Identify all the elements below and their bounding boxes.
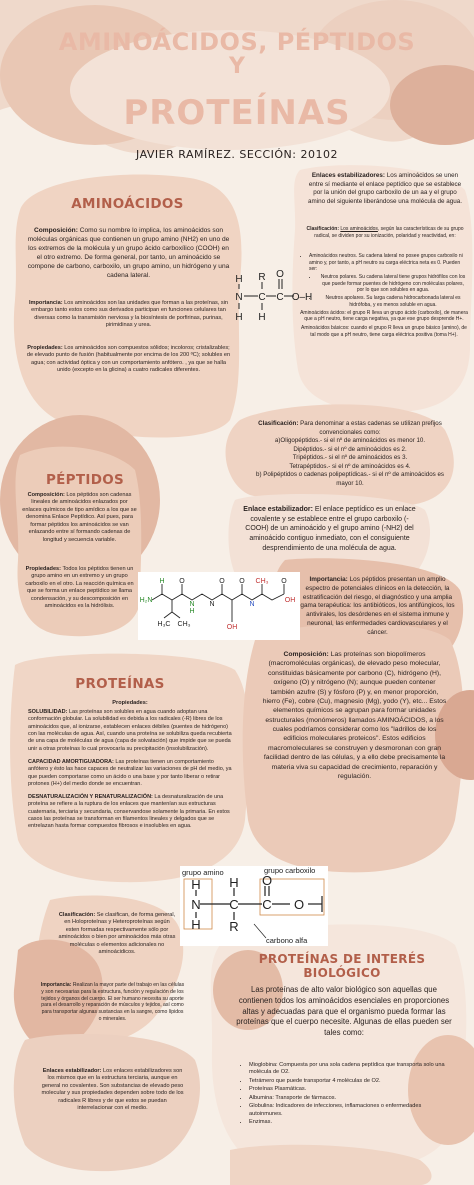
aminoacidos-heading: AMINOÁCIDOS: [71, 196, 184, 212]
title-proteinas: PROTEÍNAS: [123, 93, 351, 133]
svg-text:O: O: [179, 578, 185, 585]
svg-text:C: C: [262, 897, 272, 912]
list-item: Aminoácidos ácidos: el grupo R lleva un grupo ácido (carboxilo), de manera que a pH neutro, tiene carga negativa, ya que ese grupo desprende H+.: [300, 309, 468, 323]
importancia-text: Realizan la mayor parte del trabajo en las células y son necesarias para la estructura, función y regulación de los tejidos y órganos del cuerpo. El ser humano necesita su aporte para el desarrollo y reparación de músculos y tejidos, así como para transportar algunas sustancias en la sangre, como lípidos o minerales.: [41, 982, 185, 1022]
svg-text:H: H: [191, 877, 201, 892]
solubilidad: [28, 709, 233, 753]
enlaces-label: Enlaces estabilizador:: [42, 1068, 102, 1074]
list-item: Dipéptidos.- si el nº de aminoácidos es 2.: [293, 445, 407, 453]
propiedades-text: Todos los péptidos tienen un grupo amino en un extremo y un grupo carboxilo en el otro. La reacción química en que se forma un enlace peptídico se llama condensación, y su descomposición en aminoácidos es la hidrólisis.: [25, 566, 134, 610]
propiedades-label: Propiedades:: [27, 345, 63, 351]
peptidos-enlace: [242, 505, 417, 553]
interes-items: [249, 1062, 452, 1127]
clasificacion-label: Clasificación:: [58, 912, 96, 918]
svg-text:N: N: [249, 601, 255, 608]
proteinas-composicion: [262, 650, 447, 781]
svg-text:C: C: [258, 292, 266, 303]
neutral-subtypes-list: [318, 274, 468, 308]
composicion-label: Composición:: [33, 227, 78, 234]
composicion-label: Composición:: [27, 492, 65, 498]
svg-text:CH₃: CH₃: [255, 578, 269, 585]
list-item: • Albumina: Transporte de fármacos.: [249, 1095, 452, 1102]
svg-text:O: O: [219, 578, 225, 585]
svg-text:O: O: [239, 578, 245, 585]
peptidos-clasificacion: [255, 420, 445, 488]
svg-text:R: R: [229, 919, 239, 934]
clasificacion-text: , según las características de su grupo radical, se dividen por su ionización, polaridad y reactividad, en:: [314, 226, 464, 239]
list-item: • Enzimas.: [249, 1119, 452, 1126]
list-item: b) Polipéptidos o cadenas polipeptídicas.- si el nº de aminoácidos es mayor 10.: [256, 471, 444, 487]
proteinas-enlaces: [40, 1068, 185, 1113]
svg-text:H: H: [235, 274, 243, 285]
interes-intro: Las proteínas de alto valor biológico son aquellas que contienen todos los aminoácidos esenciales en proporciones altas y adecuadas para que el organismo pueda formar las proteínas que el cuerpo necesite. Algunas de ellas pueden ser tales como:: [236, 985, 452, 1037]
svg-text:O: O: [293, 897, 305, 912]
list-item: • Neutros polares. Su cadena lateral tiene grupos hidrófilos con los que puede formar puentes de hidrógeno con moléculas polares, por lo que son solubles en agua.: [318, 274, 468, 294]
label-grupo-carboxilo: grupo carboxilo: [264, 866, 316, 875]
solubilidad-text: Las proteínas son solubles en agua cuando adoptan una conformación globular. La solubilidad es debida a los radicales (-R) libres de los aminoácidos que, al ionizarse, establecen enlaces débiles (puentes de hidrógeno) con las moléculas de agua. Así, cuando una proteína se solubiliza queda recubierta de una capa de moléculas de agua (capa de solvatación) que impide que se pueda unir a otras proteínas lo cual provocaría su precipitación (insolubilización).: [28, 709, 232, 752]
aminoacid-types-list: [309, 253, 468, 273]
enlaces-text: Los aminoácidos se unen entre sí mediante el enlace peptídico que se establece por la unión del grupo carboxilo de un aa y el grupo amino del siguiente liberándose una molécula de agua.: [307, 172, 463, 206]
list-item: • Aminoácidos neutros. Su cadena lateral no posee grupos carboxilo ni amino y, por tanto, a pH neutro su carga eléctrica neta es 0. Pueden ser:: [309, 253, 468, 273]
composicion-label: Composición:: [283, 651, 329, 658]
peptidos-propiedades: [22, 566, 137, 611]
svg-text:N: N: [209, 601, 215, 608]
clasificacion-text: Se clasifican, de forma general, en Holoproteínas y Heteroproteínas según esten formadas respectivamente sólo por aminoácidos o bien por aminoácidos más otras moléculas o elementos adicionales no aminoácidicos.: [58, 912, 176, 956]
interes-list: [240, 1062, 452, 1128]
propiedades-text: Los aminoácidos son compuestos sólidos; incoloros; cristalizables; de elevado punto de fusión (habitualmente por encima de los 200 ºC); solubles en agua; con actividad óptica y con un comportamiento anfótero. , ya que se halla unido (excepto en la glicina) a cuatro radicales diferentes.: [26, 345, 231, 374]
enlace-text: El enlace peptídico es un enlace covalente y se establece entre el grupo carboxilo (-COOH) de un aminoácido y el grupo amino (-NH2) del aminoácido contiguo inmediato, con el consiguiente desprendimiento de una molécula de agua.: [245, 506, 416, 552]
list-item: a)Oligopéptidos.- si el nº de aminoácidos es menor 10.: [274, 437, 426, 445]
label-grupo-amino: grupo amino: [182, 868, 224, 877]
svg-text:N: N: [235, 292, 243, 303]
svg-text:H: H: [229, 875, 239, 890]
list-item: Tetrapéptidos.- si el nº de aminoácidos es 4.: [289, 462, 411, 470]
importancia-text: Los aminoácidos son las unidades que forman a las proteínas, sin embargo tanto estos como sus derivados participan en funciones celulares tan diversas como la transmisión nerviosa y la biosíntesis de porfirinas, purinas, pirimidinas y urea.: [31, 300, 228, 329]
proteinas-importancia: [40, 982, 185, 1023]
aminoacidos-propiedades: [26, 345, 231, 375]
svg-text:O: O: [261, 873, 273, 888]
enlace-label: Enlace estabilizador:: [243, 506, 313, 513]
clasificacion-link[interactable]: Los aminoácidos: [340, 226, 378, 232]
interes-heading: PROTEÍNAS DE INTERÉS BIOLÓGICO: [258, 952, 426, 980]
capacidad-label: CAPACIDAD AMORTIGUADORA:: [28, 758, 114, 765]
importancia-text: Los péptidos presentan un amplio espectro de potenciales clínicos en la detección, la estratificación del riesgo, el diagnóstico y una amplia gama terapéutica: los antibióticos, los antifúngicos, los antivirales, los desórdenes en el sistema inmune y neuronal, las enfermedades cardiovasculares y el cáncer.: [300, 576, 455, 636]
svg-text:O: O: [276, 269, 284, 280]
capacidad-text: Las proteínas tienen un comportamiento anfótero y ésto las hace capaces de neutralizar las variaciones de pH del medio, ya que pueden comportarse como un ácido o una base y por tanto liberar o retirar protones (H+) del medio donde se encuentran.: [28, 758, 232, 787]
title-connector: Y: [229, 54, 245, 79]
importancia-label: Importancia:: [40, 982, 72, 988]
svg-text:H₂N: H₂N: [139, 597, 153, 604]
page-title: AMINOÁCIDOS, PÉPTIDOS: [58, 28, 416, 56]
enlaces-estabilizadores: [305, 172, 465, 207]
svg-text:CH₃: CH₃: [177, 621, 191, 628]
list-item: • Tetrámero que puede transportar 4 moléculas de O2.: [249, 1078, 452, 1085]
enlaces-text: Los enlaces estabilizadores son los mismos que en la estructura terciaria, aunque en general no covalentes. Son substancias de elevado peso molecular y sus propiedades dependen sobre todo de los radicales R libres y de que estos se puedan interrelacionar con el medio.: [41, 1068, 184, 1112]
peptidos-importancia: [300, 576, 455, 638]
label-carbono-alfa: carbono alfa: [266, 936, 308, 945]
composicion-text: Como su nombre lo implica, los aminoácidos son moléculas orgánicas que contienen un grupo amino (NH2) en uno de los extremos de la molécula y un grupo ácido carboxílico (COOH) en el otro extremo. De forma general, por tanto, un aminoácido se compone de carbono, carboxilo, un grupo amino, un hidrógeno y una cadena lateral.: [27, 227, 230, 280]
author: JAVIER RAMÍREZ. SECCIÓN: 20102: [136, 148, 338, 161]
enlaces-label: Enlaces estabilizadores:: [311, 172, 385, 179]
aminoacid-structure-small: [222, 262, 312, 332]
list-item: • Neutros apolares. Su larga cadena hidrocarbonada lateral es hidrófoba, y es menos soluble en agua.: [318, 295, 468, 308]
list-item: • Proteínas Plasmáticas.: [249, 1086, 452, 1093]
desnaturalizacion: [28, 794, 233, 831]
svg-text:O–H: O–H: [291, 292, 312, 303]
list-item: Tripéptidos.- si el nº de aminoácidos es 3.: [292, 454, 408, 462]
clasificacion-intro: Para denominar a estas cadenas se utilizan prefijos convencionales como:: [300, 420, 442, 436]
svg-text:C: C: [276, 292, 284, 303]
svg-text:H: H: [258, 312, 266, 323]
svg-text:O: O: [281, 578, 287, 585]
proteinas-propiedades-label: Propiedades:: [112, 700, 148, 706]
clasificacion-aminoacidos: [305, 226, 465, 239]
svg-text:OH: OH: [284, 597, 296, 604]
aminoacidos-composicion: [26, 226, 231, 281]
clasificacion-label: Clasificación:: [306, 226, 339, 232]
solubilidad-label: SOLUBILIDAD:: [28, 709, 68, 715]
svg-text:C: C: [229, 897, 239, 912]
clasificacion-label: Clasificación:: [258, 420, 299, 427]
desnat-label: DESNATURALIZACIÓN Y RENATURALIZACIÓN:: [28, 794, 153, 801]
importancia-label: Importancia:: [28, 300, 63, 306]
structure-bg: [180, 866, 328, 946]
svg-text:H: H: [189, 608, 195, 615]
svg-text:N: N: [189, 601, 195, 608]
peptidos-composicion: [22, 492, 137, 544]
list-item: • Mioglobina: Compuesta por una sola cadena peptídica que transporta solo una molécula de O2.: [249, 1062, 452, 1077]
svg-text:H: H: [191, 917, 201, 932]
svg-text:H: H: [159, 578, 165, 585]
proteinas-heading: PROTEÍNAS: [75, 676, 165, 692]
composicion-text: Las proteínas son biopolímeros (macromoléculas orgánicas), de elevado peso molecular, constituidas básicamente por carbono (C), hidrógeno (H), oxígeno (O) y nitrógeno (N); aunque pueden contener también azufre (S) y fósforo (P) y, en menor proporción, hierro (Fe), cobre (Cu), magnesio (Mg), yodo (Y), etc... Estos elementos químicos se agrupan para formar unidades estructurales (monómeros) llamados AMINOÁCIDOS, a los cuales podríamos considerar como los "ladrillos de los edificios moleculares proteicos". Estos edificios macromoleculares se construyen y desmoronan con gran facilidad dentro de las células, y a ello debe precisamente la materia viva su capacidad de crecimiento, reparación y regulación.: [262, 651, 447, 780]
svg-text:H₃C: H₃C: [157, 621, 171, 628]
peptidos-heading: PÉPTIDOS: [45, 472, 125, 488]
clasificacion-list: [300, 253, 468, 338]
svg-text:R: R: [258, 272, 266, 283]
proteinas-clasificacion: [57, 912, 177, 957]
proteinas-propiedades: [28, 709, 233, 831]
aminoacidos-importancia: [26, 300, 231, 330]
peptide-structure: [138, 572, 300, 640]
svg-text:H: H: [235, 312, 243, 323]
importancia-label: Importancia:: [309, 576, 348, 583]
aminoacid-structure-labeled: [180, 866, 328, 946]
composicion-text: Los péptidos son cadenas lineales de aminoácidos enlazados por enlaces químicos de tipo amídico a los que se denomina Enlace Peptídico. Así pues, para formar péptidos los aminoácidos se van enlazando entre sí formando cadenas de longitud y secuencia variable.: [22, 492, 137, 543]
list-item: • Globulina: Indicadores de infecciones, inflamaciones o enfermedades autoinmunes.: [249, 1103, 452, 1118]
capacidad-amortiguadora: [28, 759, 233, 788]
desnat-text: La desnaturalización de una proteína se refiere a la ruptura de los enlaces que mantenían sus estructuras cuaternaria, terciaria y secundaria, conservandose solamente la primaria. En estos casos las proteínas se transforman en filamentos lineales y delgados que se entrelazan hasta formar compuestos fibrosos e insolubles en agua.: [28, 794, 230, 830]
propiedades-label: Propiedades:: [25, 566, 62, 572]
svg-text:N: N: [191, 897, 201, 912]
list-item: Aminoácidos básicos: cuando el grupo R lleva un grupo básico (amino), de tal modo que a pH neutro, tiene carga eléctrica positiva (toma H+).: [301, 324, 467, 338]
svg-text:OH: OH: [226, 624, 238, 631]
